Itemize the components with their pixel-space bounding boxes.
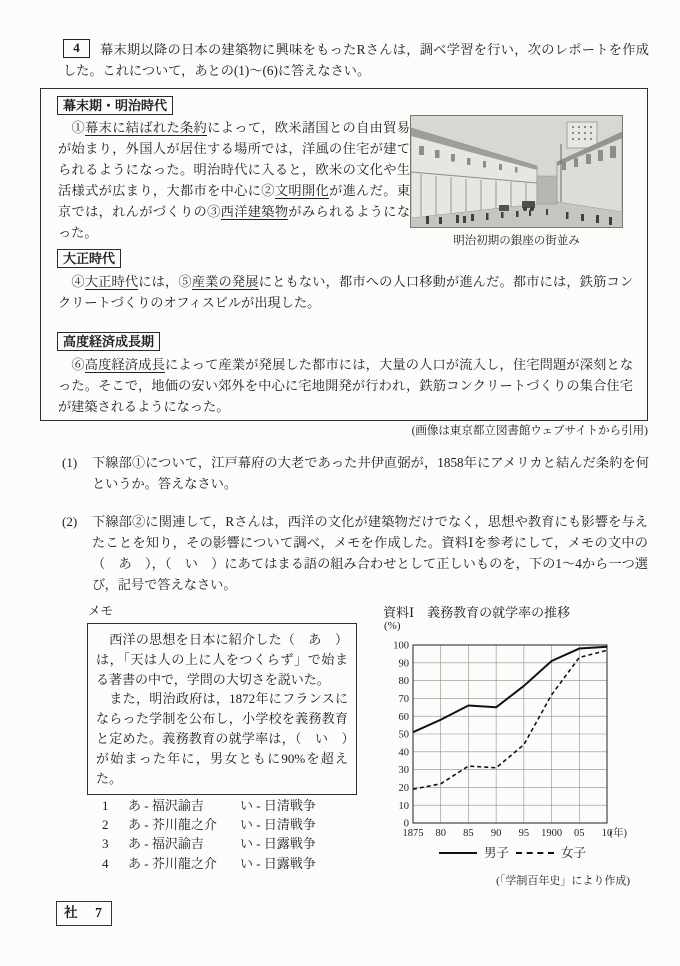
q2-label: (2) bbox=[62, 514, 78, 529]
question-intro: 幕末期以降の日本の建築物に興味をもったRさんは，調べ学習を行い，次のレポートを作成した。これについて，あとの(1)～(6)に答えなさい。 bbox=[63, 42, 649, 78]
svg-text:0: 0 bbox=[403, 818, 409, 830]
svg-text:40: 40 bbox=[398, 747, 409, 759]
svg-text:1875: 1875 bbox=[402, 828, 424, 839]
memo-box bbox=[87, 623, 357, 795]
option-row-1 bbox=[102, 796, 362, 815]
svg-text:95: 95 bbox=[518, 828, 530, 839]
legend-solid-line-sample bbox=[439, 852, 477, 854]
svg-text:10: 10 bbox=[601, 828, 613, 839]
svg-text:30: 30 bbox=[398, 765, 409, 777]
answer-options bbox=[102, 796, 362, 873]
svg-text:1900: 1900 bbox=[541, 828, 563, 839]
section-paragraph-bakumatsu-meiji: ①幕末に結ばれた条約によって，欧米諸国との自由貿易が始まり，外国人が居住する場所では，洋風の住宅が建てられるようになった。明治時代に入ると，欧米の文化や生活様式が広まり，大都市を中心に②文明開化が進んだ。東京では，れんがづくりの③西洋建築物がみられるようになった。 bbox=[58, 120, 411, 240]
memo-paragraph-1: 西洋の思想を日本に紹介した（ あ ）は，「天は人の上に人をつくらず」で始まる著書の中で，学問の大切さを説いた。 bbox=[96, 632, 348, 687]
chart-title: 資料Ⅰ 義務教育の就学率の推移 bbox=[383, 605, 571, 620]
option-a-value: あ - 芥川龍之介 bbox=[128, 855, 217, 871]
page-marker-label: 社 7 bbox=[64, 905, 104, 920]
enrollment-chart-svg bbox=[377, 635, 629, 841]
image-credit: (画像は東京都立図書館ウェブサイトから引用) bbox=[411, 425, 648, 437]
enrollment-chart bbox=[377, 635, 629, 841]
option-number: 1 bbox=[102, 798, 109, 813]
svg-text:60: 60 bbox=[398, 711, 409, 723]
chart-unit-label: (%) bbox=[384, 620, 401, 632]
option-row-3 bbox=[102, 834, 362, 853]
option-row-2 bbox=[102, 815, 362, 834]
svg-text:70: 70 bbox=[398, 694, 409, 705]
option-a-value: あ - 芥川龍之介 bbox=[128, 817, 217, 833]
section-paragraph-kodo-keizai: ⑥高度経済成長によって産業が発展した都市には，大量の人口が流入し，住宅問題が深刻となった。そこで，地価の安い郊外を中心に宅地開発が行われ，鉄筋コンクリートづくりの集合住宅が建築されるようになった。 bbox=[58, 357, 634, 414]
ginza-photo-illustration bbox=[411, 116, 622, 227]
svg-text:20: 20 bbox=[398, 783, 409, 794]
report-box bbox=[40, 88, 648, 421]
option-number: 3 bbox=[102, 836, 109, 852]
ginza-photo bbox=[410, 115, 623, 228]
svg-text:(年): (年) bbox=[609, 828, 627, 839]
legend-label-girls: 女子 bbox=[561, 846, 587, 860]
section-heading-taisho: 大正時代 bbox=[57, 249, 121, 268]
svg-text:80: 80 bbox=[398, 676, 409, 688]
legend-dashed-line-sample bbox=[516, 852, 554, 854]
option-i-value: い - 日清戦争 bbox=[240, 817, 316, 833]
section-paragraph-taisho: ④大正時代には，⑤産業の発展にともない，都市への人口移動が進んだ。都市には，鉄筋コンクリートづくりのオフィスビルが出現した。 bbox=[58, 274, 634, 310]
svg-text:10: 10 bbox=[398, 800, 409, 812]
option-i-value: い - 日露戦争 bbox=[240, 855, 316, 871]
section-heading-bakumatsu-meiji: 幕末期・明治時代 bbox=[57, 96, 173, 115]
section-heading-kodo-keizai: 高度経済成長期 bbox=[57, 332, 160, 351]
question-number: 4 bbox=[73, 40, 80, 55]
photo-caption: 明治初期の銀座の街並み bbox=[453, 235, 580, 247]
svg-text:100: 100 bbox=[393, 640, 409, 652]
option-number: 2 bbox=[102, 817, 109, 833]
q1-label: (1) bbox=[62, 455, 78, 470]
q2-text: 下線部②に関連して，Rさんは，西洋の文化が建築物だけでなく，思想や教育にも影響を与えたことを知り，その影響について調べ，メモを作成した。資料Ⅰを参考にして，メモの文中の（ あ ），（ い ）にあてはまる語の組み合わせとして正しいものを，下の1～4から一つ選び，記号で答えなさい。 bbox=[92, 514, 648, 592]
memo-paragraph-2: また，明治政府は，1872年にフランスにならった学制を公布し，小学校を義務教育と定めた。義務教育の就学率は，（ い ）が始まった年に，男女ともに90%を超えた。 bbox=[96, 691, 348, 786]
option-row-4 bbox=[102, 854, 362, 873]
svg-text:50: 50 bbox=[398, 729, 409, 741]
page-marker-box bbox=[56, 901, 112, 926]
chart-legend bbox=[405, 845, 620, 861]
svg-text:90: 90 bbox=[398, 658, 409, 670]
memo-label: メモ bbox=[88, 604, 114, 618]
svg-text:05: 05 bbox=[574, 828, 585, 839]
option-i-value: い - 日露戦争 bbox=[240, 836, 316, 852]
svg-text:90: 90 bbox=[490, 828, 502, 839]
svg-text:85: 85 bbox=[463, 828, 474, 839]
option-a-value: あ - 福沢諭吉 bbox=[128, 798, 204, 813]
option-number: 4 bbox=[102, 855, 109, 871]
legend-label-boys: 男子 bbox=[483, 846, 509, 860]
chart-source: (「学制百年史」により作成) bbox=[496, 875, 630, 887]
option-a-value: あ - 福沢諭吉 bbox=[128, 836, 204, 852]
svg-text:80: 80 bbox=[435, 828, 446, 839]
option-i-value: い - 日清戦争 bbox=[240, 798, 316, 813]
q1-text: 下線部①について，江戸幕府の大老であった井伊直弼が，1858年にアメリカと結んだ条約を何というか。答えなさい。 bbox=[92, 455, 649, 491]
